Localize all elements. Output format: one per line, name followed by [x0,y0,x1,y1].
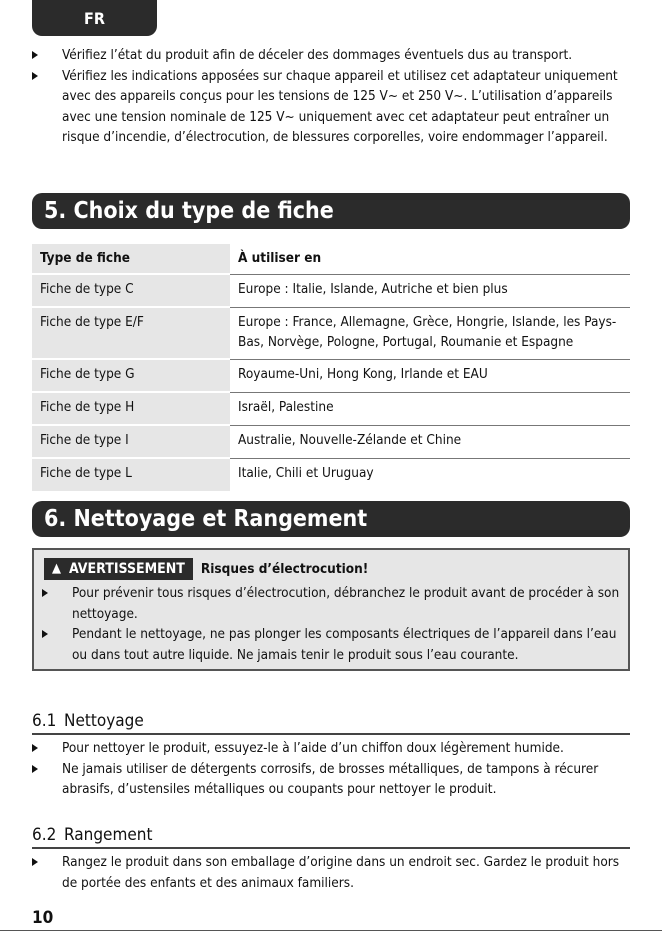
subsection-title: Nettoyage [64,711,144,731]
table-row [32,392,630,425]
table-row [32,458,630,491]
list-item: Vérifiez les indications apposées sur chaque appareil et utilisez cet adaptateur uniquement avec des appareils conçus pour les tensions de 125 V~ et 250 V~. L’utilisation d’appareils avec une tension nominale de 125 V~ uniquement avec cet adaptateur peut entraîner un risque d’incendie, d’électrocution, de blessures corporelles, voire endommager l’appareil. [32,66,632,148]
warning-title: Risques d’électrocution! [200,561,369,577]
list-item: Rangez le produit dans son emballage d’origine dans un endroit sec. Gardez le produit hors de portée des enfants et des animaux familiers. [32,852,632,893]
list-item: Pour prévenir tous risques d’électrocution, débranchez le produit avant de procéder à son nettoyage. [42,583,622,624]
bullet-icon [32,858,38,866]
warning-triangle-icon: ▲ [52,561,61,576]
page-number: 10 [32,908,54,928]
list-item: Pour nettoyer le produit, essuyez-le à l’aide d’un chiffon doux légèrement humide. [32,738,632,759]
table-row [32,307,630,359]
intro-bullet-list [32,45,632,148]
table-row [32,359,630,392]
list-item: Vérifiez l’état du produit afin de déceler des dommages éventuels dus au transport. [32,45,632,66]
warning-box [32,548,630,671]
plug-type-cell: Fiche de type G [32,359,230,392]
plug-type-cell: Fiche de type E/F [32,307,230,359]
subsection-6-1-heading [32,710,630,735]
table-header-row [32,244,630,274]
use-in-cell: Italie, Chili et Uruguay [238,464,374,481]
col-header-plug-type: Type de fiche [32,244,230,274]
list-item: Pendant le nettoyage, ne pas plonger les composants électriques de l’appareil dans l’eau ou dans tout autre liquide. Ne jamais tenir le produit sous l’eau courante. [42,624,622,665]
section-6-title: 6. Nettoyage et Rangement [32,501,630,537]
subsection-number: 6.2 [32,825,57,845]
bullet-icon [42,589,48,597]
bullet-icon [32,765,38,773]
plug-type-table [32,244,630,491]
use-in-cell: Israël, Palestine [230,392,630,425]
use-in-cell: Royaume-Uni, Hong Kong, Irlande et EAU [230,359,630,392]
cleaning-bullet-list [32,738,632,800]
plug-type-cell: Fiche de type C [32,274,230,307]
list-item: Ne jamais utiliser de détergents corrosifs, de brosses métalliques, de tampons à récurer abrasifs, d’ustensiles métalliques ou coupants pour nettoyer le produit. [32,759,632,800]
col-header-use-in: À utiliser en [230,244,630,274]
section-5-title: 5. Choix du type de fiche [32,193,630,229]
bullet-icon [42,630,48,638]
use-in-cell: Australie, Nouvelle-Zélande et Chine [230,425,630,458]
bullet-icon [32,72,38,80]
footer-divider [0,930,662,931]
table-row [32,425,630,458]
plug-type-cell: Fiche de type L [32,458,230,491]
warning-badge [44,558,193,580]
storage-bullet-list [32,852,632,893]
bullet-icon [32,744,38,752]
use-in-cell: Europe : Italie, Islande, Autriche et bien plus [230,274,630,307]
plug-type-cell: Fiche de type H [32,392,230,425]
language-tab: FR [32,0,157,36]
table-row [32,274,630,307]
bullet-icon [32,51,38,59]
warning-badge-label: AVERTISSEMENT [69,561,185,577]
warning-header [44,558,368,580]
subsection-title: Rangement [64,825,153,845]
warning-bullet-list [42,583,622,665]
plug-type-cell: Fiche de type I [32,425,230,458]
subsection-6-2-heading [32,824,630,849]
subsection-number: 6.1 [32,711,57,731]
use-in-cell: Europe : France, Allemagne, Grèce, Hongrie, Islande, les Pays-Bas, Norvège, Pologne, Portugal, Roumanie et Espagne [230,307,630,359]
